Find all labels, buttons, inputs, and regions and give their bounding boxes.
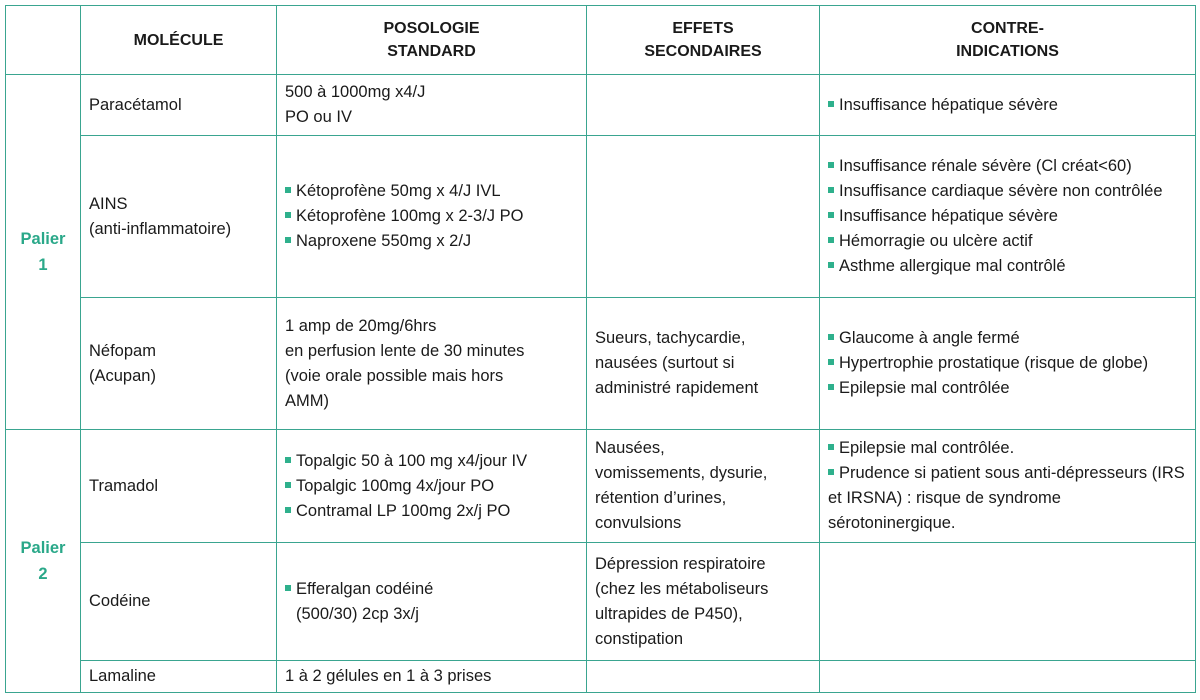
green-square-bullet-icon xyxy=(285,507,291,513)
header-effets: EFFETS SECONDAIRES xyxy=(587,6,820,75)
bullet-item xyxy=(285,499,578,524)
text-line: AINS xyxy=(89,194,128,213)
contre-indications-cell xyxy=(820,298,1196,430)
header-molecule: MOLÉCULE xyxy=(81,6,277,75)
molecule-cell xyxy=(81,661,277,693)
effets-cell xyxy=(587,136,820,298)
bullet-item xyxy=(828,326,1187,351)
contre-indications-cell xyxy=(820,75,1196,136)
green-square-bullet-icon xyxy=(285,585,291,591)
bullet-text: Efferalgan codéiné xyxy=(296,579,434,598)
bullet-item xyxy=(285,179,578,204)
bullet-text: Topalgic 50 à 100 mg x4/jour IV xyxy=(296,451,528,470)
green-square-bullet-icon xyxy=(828,444,834,450)
table-row xyxy=(6,75,1196,136)
text-line: ultrapides de P450), xyxy=(595,604,743,623)
bullet-text: Hypertrophie prostatique (risque de globe) xyxy=(839,354,1149,372)
green-square-bullet-icon xyxy=(285,457,291,463)
text-line: (voie orale possible mais hors xyxy=(285,366,504,385)
bullet-item xyxy=(285,204,578,229)
text-line: Nausées, xyxy=(595,439,665,457)
bullet-item xyxy=(285,449,578,474)
text-line: Tramadol xyxy=(89,476,159,495)
green-square-bullet-icon xyxy=(828,469,834,475)
green-square-bullet-icon xyxy=(828,384,834,390)
header-contre-indications: CONTRE- INDICATIONS xyxy=(820,6,1196,75)
green-square-bullet-icon xyxy=(285,212,291,218)
contre-indications-cell xyxy=(820,543,1196,661)
molecule-cell xyxy=(81,75,277,136)
analgesic-table xyxy=(5,5,1196,693)
text-line: (Acupan) xyxy=(89,366,156,385)
text-line: en perfusion lente de 30 minutes xyxy=(285,341,525,360)
palier-2-cell xyxy=(6,430,81,693)
bullet-item xyxy=(828,204,1187,229)
green-square-bullet-icon xyxy=(828,262,834,268)
bullet-text: Asthme allergique mal contrôlé xyxy=(839,257,1066,275)
effets-cell xyxy=(587,661,820,693)
effets-cell xyxy=(587,430,820,543)
text-line: Lamaline xyxy=(89,667,156,685)
text-line: (chez les métaboliseurs xyxy=(595,579,769,598)
bullet-text: Kétoprofène 50mg x 4/J IVL xyxy=(296,182,501,200)
bullet-text: Kétoprofène 100mg x 2-3/J PO xyxy=(296,207,524,225)
contre-indications-cell xyxy=(820,430,1196,543)
green-square-bullet-icon xyxy=(828,359,834,365)
text-line: PO ou IV xyxy=(285,108,352,126)
effets-cell xyxy=(587,75,820,136)
bullet-text: Naproxene 550mg x 2/J xyxy=(296,232,472,250)
bullet-item xyxy=(828,179,1187,204)
posologie-cell xyxy=(277,661,587,693)
molecule-cell xyxy=(81,430,277,543)
green-square-bullet-icon xyxy=(828,101,834,107)
green-square-bullet-icon xyxy=(828,212,834,218)
contre-indications-cell xyxy=(820,136,1196,298)
bullet-text: Epilepsie mal contrôlée xyxy=(839,379,1010,397)
green-square-bullet-icon xyxy=(828,162,834,168)
bullet-text: Topalgic 100mg 4x/jour PO xyxy=(296,476,495,495)
text-line: Paracétamol xyxy=(89,95,182,114)
contre-indications-cell xyxy=(820,661,1196,693)
bullet-text: Prudence si patient sous anti-dépresseurs (IRS et IRSNA) : risque de syndrome sérotoninergique. xyxy=(828,464,1185,532)
molecule-cell xyxy=(81,543,277,661)
molecule-cell xyxy=(81,136,277,298)
text-line: Palier xyxy=(20,539,66,557)
posologie-cell xyxy=(277,75,587,136)
text-line: (anti-inflammatoire) xyxy=(89,219,232,238)
posologie-cell xyxy=(277,298,587,430)
bullet-item xyxy=(828,461,1187,536)
text-line: 500 à 1000mg x4/J xyxy=(285,83,426,101)
text-line: 1 xyxy=(38,256,48,274)
green-square-bullet-icon xyxy=(828,187,834,193)
posologie-cell xyxy=(277,430,587,543)
text-line: AMM) xyxy=(285,391,329,410)
bullet-item xyxy=(828,154,1187,179)
green-square-bullet-icon xyxy=(285,187,291,193)
text-line: Palier xyxy=(20,230,66,248)
bullet-text: Insuffisance rénale sévère (Cl créat<60) xyxy=(839,157,1132,175)
effets-cell xyxy=(587,298,820,430)
text-line: Néfopam xyxy=(89,341,156,360)
molecule-cell xyxy=(81,298,277,430)
bullet-item xyxy=(828,93,1187,118)
bullet-text: Hémorragie ou ulcère actif xyxy=(839,232,1033,250)
bullet-text: Glaucome à angle fermé xyxy=(839,329,1020,347)
header-posologie: POSOLOGIE STANDARD xyxy=(277,6,587,75)
table-row xyxy=(6,136,1196,298)
green-square-bullet-icon xyxy=(285,237,291,243)
bullet-item xyxy=(828,436,1187,461)
green-square-bullet-icon xyxy=(285,482,291,488)
bullet-text: Contramal LP 100mg 2x/j PO xyxy=(296,501,511,520)
text-line: vomissements, dysurie, xyxy=(595,464,768,482)
effets-cell xyxy=(587,543,820,661)
text-line: (500/30) 2cp 3x/j xyxy=(296,604,419,623)
green-square-bullet-icon xyxy=(828,237,834,243)
text-line: constipation xyxy=(595,629,684,648)
table-row xyxy=(6,543,1196,661)
table-row xyxy=(6,661,1196,693)
text-line: nausées (surtout si xyxy=(595,354,735,372)
text-line: 2 xyxy=(38,565,48,583)
bullet-item xyxy=(285,474,578,499)
bullet-item xyxy=(285,229,578,254)
text-line: Codéine xyxy=(89,592,151,610)
corner-cell xyxy=(6,6,81,75)
bullet-text: Insuffisance hépatique sévère xyxy=(839,207,1058,225)
bullet-item xyxy=(828,376,1187,401)
posologie-cell xyxy=(277,543,587,661)
text-line: convulsions xyxy=(595,514,682,532)
text-line: 1 à 2 gélules en 1 à 3 prises xyxy=(285,667,492,685)
green-square-bullet-icon xyxy=(828,334,834,340)
table-row xyxy=(6,430,1196,543)
bullet-text: Epilepsie mal contrôlée. xyxy=(839,439,1015,457)
palier-1-cell xyxy=(6,75,81,430)
table-row xyxy=(6,298,1196,430)
posologie-cell xyxy=(277,136,587,298)
text-line: rétention d’urines, xyxy=(595,489,727,507)
bullet-text: Insuffisance hépatique sévère xyxy=(839,95,1058,114)
text-line: administré rapidement xyxy=(595,379,759,397)
bullet-item xyxy=(828,229,1187,254)
text-line: 1 amp de 20mg/6hrs xyxy=(285,316,437,335)
text-line: Sueurs, tachycardie, xyxy=(595,329,746,347)
text-line: Dépression respiratoire xyxy=(595,554,766,573)
header-row xyxy=(6,6,1196,75)
bullet-item xyxy=(285,577,578,602)
bullet-item xyxy=(828,254,1187,279)
bullet-item xyxy=(828,351,1187,376)
bullet-text: Insuffisance cardiaque sévère non contrôlée xyxy=(839,182,1163,200)
